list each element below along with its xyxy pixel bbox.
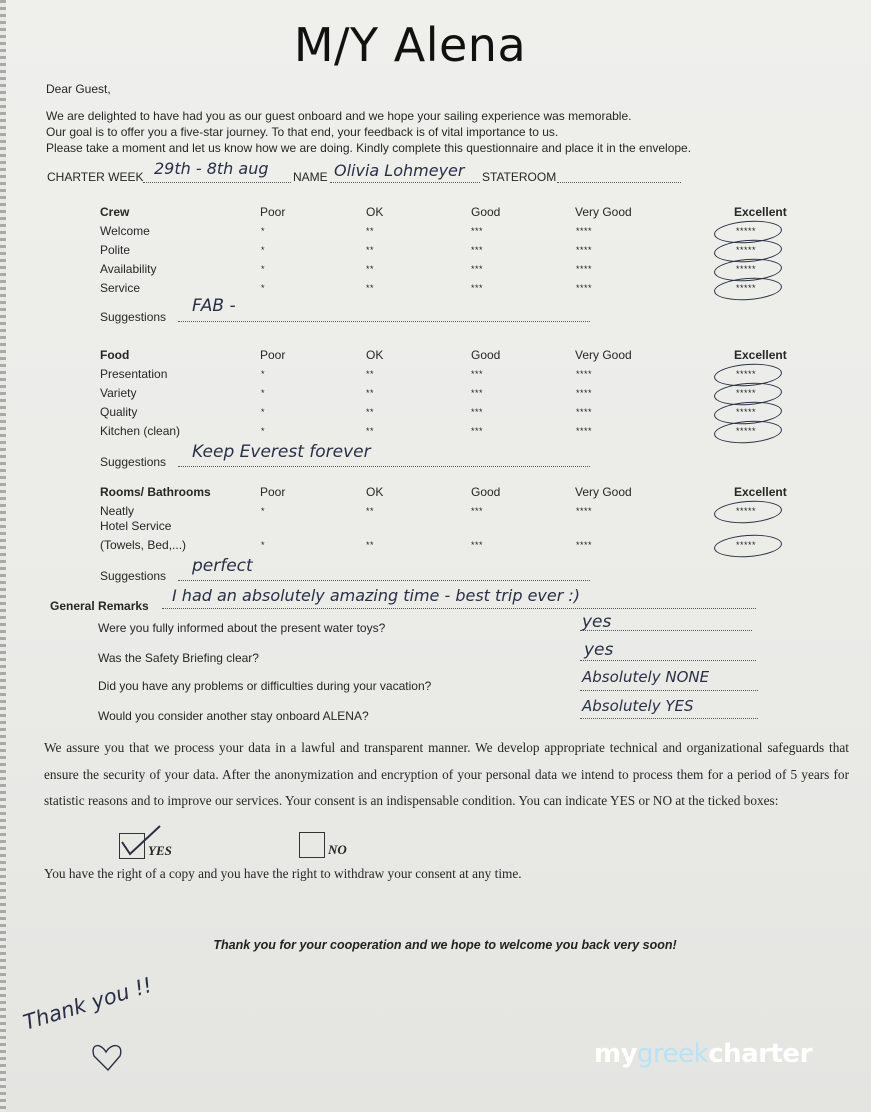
rating-column-header: Good [471,348,501,362]
suggestions-label: Suggestions [100,310,167,324]
rating-option-stars[interactable]: * [261,264,266,274]
rating-option-stars[interactable]: ** [366,369,375,379]
rating-option-stars[interactable]: ***** [736,506,757,516]
heart-doodle-icon [93,1046,121,1070]
mygreekcharter-logo: mygreekcharter [594,1039,812,1069]
rating-option-stars[interactable]: ** [366,245,375,255]
intro-paragraph [46,108,691,156]
name-label: NAME [293,170,328,184]
right-of-copy-text: You have the right of a copy and you have the right to withdraw your consent at any time. [44,866,522,881]
rating-option-stars[interactable]: ** [366,264,375,274]
rating-option-stars[interactable]: ***** [736,264,757,274]
question-safety-briefing: Was the Safety Briefing clear? [98,651,259,665]
selected-rating-circle [713,499,782,526]
charter-week-value[interactable]: 29th - 8th aug [154,159,269,178]
rating-column-header: Excellent [734,485,787,499]
consent-no-checkbox[interactable] [299,832,325,858]
handwritten-note-text: Thank you !! [20,972,155,1035]
rating-option-stars[interactable]: **** [576,506,593,516]
rating-option-stars[interactable]: * [261,426,266,436]
suggestions-line [178,321,590,322]
rating-option-stars[interactable]: **** [576,283,593,293]
rating-column-header: Very Good [575,348,632,362]
rating-column-header: Poor [260,205,286,219]
rating-column-header: Poor [260,485,286,499]
rating-row-label: Presentation [100,367,168,381]
rating-option-stars[interactable]: **** [576,388,593,398]
rating-row-label: Service [100,281,141,295]
intro-line: We are delighted to have had you as our guest onboard and we hope your sailing experience was memorable. [46,109,632,123]
rating-option-stars[interactable]: * [261,407,266,417]
rating-row-label: Polite [100,243,131,257]
rating-column-header: OK [366,485,384,499]
answer-another-stay[interactable]: Absolutely YES [582,697,694,715]
answer-problems[interactable]: Absolutely NONE [582,668,710,686]
rating-option-stars[interactable]: *** [471,426,484,436]
rating-option-stars[interactable]: ***** [736,426,757,436]
question-another-stay: Would you consider another stay onboard ALENA? [98,709,369,723]
suggestions-label: Suggestions [100,455,167,469]
rating-option-stars[interactable]: **** [576,540,593,550]
rating-option-stars[interactable]: *** [471,245,484,255]
charter-week-label: CHARTER WEEK [47,170,144,184]
rating-option-stars[interactable]: ** [366,388,375,398]
question-water-toys: Were you fully informed about the present water toys? [98,621,386,635]
rating-option-stars[interactable]: ** [366,540,375,550]
rating-option-stars[interactable]: ***** [736,226,757,236]
rating-option-stars[interactable]: **** [576,226,593,236]
suggestions-line [178,580,590,581]
rating-option-stars[interactable]: **** [576,426,593,436]
rating-option-stars[interactable]: * [261,226,266,236]
stateroom-label: STATEROOM [482,170,557,184]
rating-row-label: (Towels, Bed,...) [100,538,187,552]
rating-row-label: Welcome [100,224,150,238]
rating-option-stars[interactable]: **** [576,245,593,255]
general-remarks-label: General Remarks [50,599,149,613]
rating-option-stars[interactable]: *** [471,283,484,293]
consent-yes-label: YES [148,843,172,858]
selected-rating-circle [713,533,782,560]
rating-option-stars[interactable]: * [261,540,266,550]
rating-option-stars[interactable]: **** [576,369,593,379]
rating-option-stars[interactable]: * [261,283,266,293]
answer-safety-briefing[interactable]: yes [584,640,614,660]
rating-option-stars[interactable]: **** [576,264,593,274]
data-privacy-text: We assure you that we process your data in a lawful and transparent manner. We develop appropriate technical and organizational safeguards that ensure the security of your data. After the anonymization and encryption of your personal data we intend to process them for a period of 5 years for statistic reasons and to improve our services. Your consent is an indispensable condition. You can indicate YES or NO at the ticked boxes: [44,740,849,808]
rating-row-label: Kitchen (clean) [100,424,181,438]
rating-option-stars[interactable]: ** [366,506,375,516]
rating-option-stars[interactable]: ** [366,226,375,236]
suggestions-value[interactable]: perfect [192,556,253,576]
general-remarks-value[interactable]: I had an absolutely amazing time - best trip ever :) [172,586,581,605]
rating-column-header: Good [471,205,501,219]
rating-option-stars[interactable]: *** [471,506,484,516]
intro-line: Our goal is to offer you a five-star journey. To that end, your feedback is of vital importance to us. [46,125,559,139]
rating-option-stars[interactable]: *** [471,407,484,417]
suggestions-label: Suggestions [100,569,167,583]
rating-column-header: OK [366,205,384,219]
rating-row-label: Neatly [100,504,135,518]
rating-option-stars[interactable]: * [261,388,266,398]
rating-option-stars[interactable]: *** [471,388,484,398]
rating-column-header: Good [471,485,501,499]
selected-rating-circle [713,276,782,303]
rating-option-stars[interactable]: ** [366,283,375,293]
greeting: Dear Guest, [46,82,111,96]
rating-row-label: Availability [100,262,157,276]
section-heading: Crew [100,205,130,219]
suggestions-line [178,466,590,467]
rating-option-stars[interactable]: ***** [736,540,757,550]
handwritten-thank-you [18,960,208,1080]
rating-option-stars[interactable]: ** [366,426,375,436]
rating-column-header: Excellent [734,205,787,219]
rating-row-label: Variety [100,386,137,400]
answer-water-toys[interactable]: yes [582,612,612,632]
rating-option-stars[interactable]: *** [471,264,484,274]
rating-column-header: Poor [260,348,286,362]
rating-option-stars[interactable]: ***** [736,369,757,379]
thank-you-line: Thank you for your cooperation and we hope to welcome you back very soon! [213,938,677,952]
section-heading: Food [100,348,130,362]
rating-option-stars[interactable]: ***** [736,388,757,398]
rating-column-header: OK [366,348,384,362]
rating-option-stars[interactable]: ** [366,407,375,417]
rating-option-stars[interactable]: *** [471,369,484,379]
rating-row-label: Hotel Service [100,519,172,533]
page-title: M/Y Alena [293,18,527,72]
rating-column-header: Very Good [575,205,632,219]
rating-column-header: Very Good [575,485,632,499]
selected-rating-circle [713,419,782,446]
intro-line: Please take a moment and let us know how we are doing. Kindly complete this questionnaire and place it in the envelope. [46,141,692,155]
rating-row-label: Quality [100,405,138,419]
section-heading: Rooms/ Bathrooms [100,485,211,499]
rating-option-stars[interactable]: **** [576,407,593,417]
rating-option-stars[interactable]: * [261,369,266,379]
rating-option-stars[interactable]: ***** [736,245,757,255]
rating-column-header: Excellent [734,348,787,362]
rating-option-stars[interactable]: ***** [736,407,757,417]
suggestions-value[interactable]: FAB - [192,296,236,316]
question-problems: Did you have any problems or difficulties during your vacation? [98,679,432,693]
rating-option-stars[interactable]: * [261,245,266,255]
rating-option-stars[interactable]: *** [471,540,484,550]
rating-option-stars[interactable]: *** [471,226,484,236]
rating-option-stars[interactable]: ***** [736,283,757,293]
rating-option-stars[interactable]: * [261,506,266,516]
suggestions-value[interactable]: Keep Everest forever [192,442,371,462]
guest-name-value[interactable]: Olivia Lohmeyer [334,161,465,180]
consent-no-label: NO [328,842,347,857]
